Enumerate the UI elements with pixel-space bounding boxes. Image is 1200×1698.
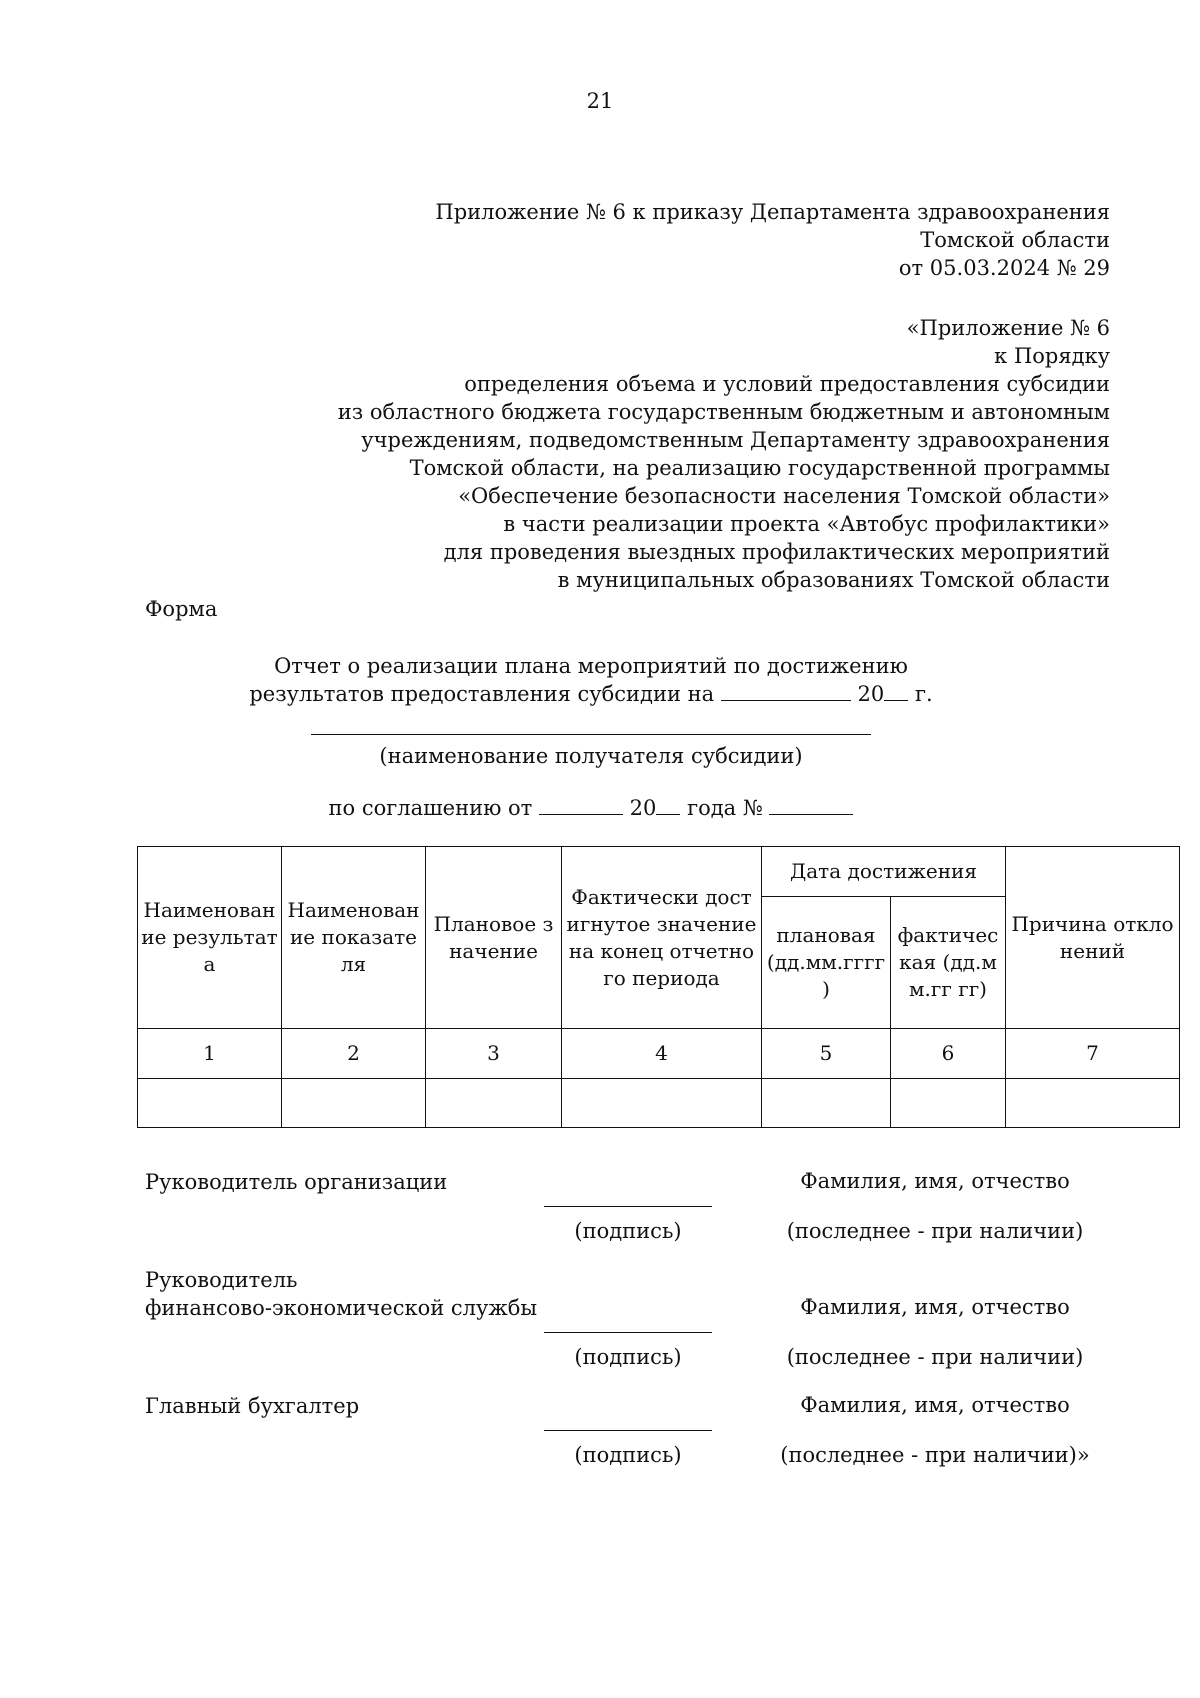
header-achievement-date: Дата достижения xyxy=(762,847,1006,897)
recipient-caption: (наименование получателя субсидии) xyxy=(379,744,803,768)
signature-line xyxy=(544,1332,712,1333)
header-actual-value: Фактически достигнутое значение на конец отчетного периода xyxy=(562,847,762,1029)
signature-caption: (подпись) xyxy=(574,1219,682,1243)
signature-fio: Фамилия, имя, отчество xyxy=(800,1295,1070,1319)
table-cell xyxy=(138,1079,282,1128)
order-appendix-line: в муниципальных образованиях Томской области xyxy=(557,568,1110,592)
report-date-blank xyxy=(721,680,851,701)
report-title-line1: Отчет о реализации плана мероприятий по достижению xyxy=(274,654,908,678)
signature-fio-note: (последнее - при наличии) xyxy=(786,1219,1084,1243)
order-appendix-line: для проведения выездных профилактических мероприятий xyxy=(443,540,1110,564)
agreement-line xyxy=(145,794,1037,822)
report-title xyxy=(145,652,1037,708)
table-row xyxy=(138,1079,1180,1128)
agreement-number-label: года № xyxy=(687,796,763,820)
signature-role xyxy=(145,1266,537,1322)
table-cell xyxy=(426,1079,562,1128)
report-title-prefix: результатов предоставления субсидии на xyxy=(249,682,715,706)
order-appendix-line: «Обеспечение безопасности населения Томской области» xyxy=(458,484,1110,508)
signature-role: Руководитель организации xyxy=(145,1170,448,1194)
recipient-name-line xyxy=(311,722,871,735)
signature-caption: (подпись) xyxy=(574,1443,682,1467)
agreement-prefix: по соглашению от xyxy=(328,796,533,820)
order-appendix-block xyxy=(338,314,1110,594)
signature-role-line2: финансово-экономической службы xyxy=(145,1296,538,1320)
report-table xyxy=(137,846,1180,1128)
column-number: 5 xyxy=(762,1029,891,1079)
signature-fio-note: (последнее - при наличии)» xyxy=(780,1443,1090,1467)
page-number: 21 xyxy=(586,89,614,113)
table-cell xyxy=(282,1079,426,1128)
agreement-date-blank xyxy=(539,794,623,815)
report-year-suffix: г. xyxy=(914,682,933,706)
table-cell xyxy=(562,1079,762,1128)
signature-role: Главный бухгалтер xyxy=(145,1394,360,1418)
agreement-year: 20 xyxy=(629,796,657,820)
column-number: 6 xyxy=(891,1029,1006,1079)
order-appendix-line: определения объема и условий предоставления субсидии xyxy=(464,372,1110,396)
appendix-block xyxy=(435,198,1110,282)
signature-fio: Фамилия, имя, отчество xyxy=(800,1393,1070,1417)
column-number: 3 xyxy=(426,1029,562,1079)
table-cell xyxy=(891,1079,1006,1128)
appendix-line: Томской области xyxy=(920,228,1110,252)
signature-caption: (подпись) xyxy=(574,1345,682,1369)
order-appendix-line: «Приложение № 6 xyxy=(906,316,1110,340)
signature-fio-note: (последнее - при наличии) xyxy=(786,1345,1084,1369)
recipient-block xyxy=(145,722,1037,770)
order-appendix-line: к Порядку xyxy=(994,344,1110,368)
agreement-number-blank xyxy=(769,794,853,815)
column-number: 2 xyxy=(282,1029,426,1079)
signature-fio: Фамилия, имя, отчество xyxy=(800,1169,1070,1193)
agreement-year-blank xyxy=(656,794,680,815)
order-appendix-line: из областного бюджета государственным бюджетным и автономным xyxy=(337,400,1110,424)
column-number: 7 xyxy=(1006,1029,1180,1079)
column-number: 1 xyxy=(138,1029,282,1079)
report-title-line2 xyxy=(145,680,1037,708)
signature-line xyxy=(544,1430,712,1431)
signature-role-line1: Руководитель xyxy=(145,1268,298,1292)
header-planned-date: плановая (дд.мм.гггг ) xyxy=(762,897,891,1029)
report-year-blank xyxy=(884,680,908,701)
header-planned-value: Плановое значение xyxy=(426,847,562,1029)
appendix-line: от 05.03.2024 № 29 xyxy=(898,256,1110,280)
report-year: 20 xyxy=(857,682,885,706)
form-label: Форма xyxy=(145,597,218,621)
header-deviation-reason: Причина отклонений xyxy=(1006,847,1180,1029)
appendix-line: Приложение № 6 к приказу Департамента здравоохранения xyxy=(435,200,1110,224)
column-number: 4 xyxy=(562,1029,762,1079)
order-appendix-line: в части реализации проекта «Автобус профилактики» xyxy=(503,512,1110,536)
order-appendix-line: Томской области, на реализацию государственной программы xyxy=(409,456,1110,480)
table-cell xyxy=(762,1079,891,1128)
order-appendix-line: учреждениям, подведомственным Департаменту здравоохранения xyxy=(361,428,1110,452)
table-cell xyxy=(1006,1079,1180,1128)
header-result-name: Наименован ие результата xyxy=(138,847,282,1029)
header-indicator-name: Наименован ие показателя xyxy=(282,847,426,1029)
header-actual-date: фактичес кая (дд.мм.гг гг) xyxy=(891,897,1006,1029)
signature-line xyxy=(544,1206,712,1207)
